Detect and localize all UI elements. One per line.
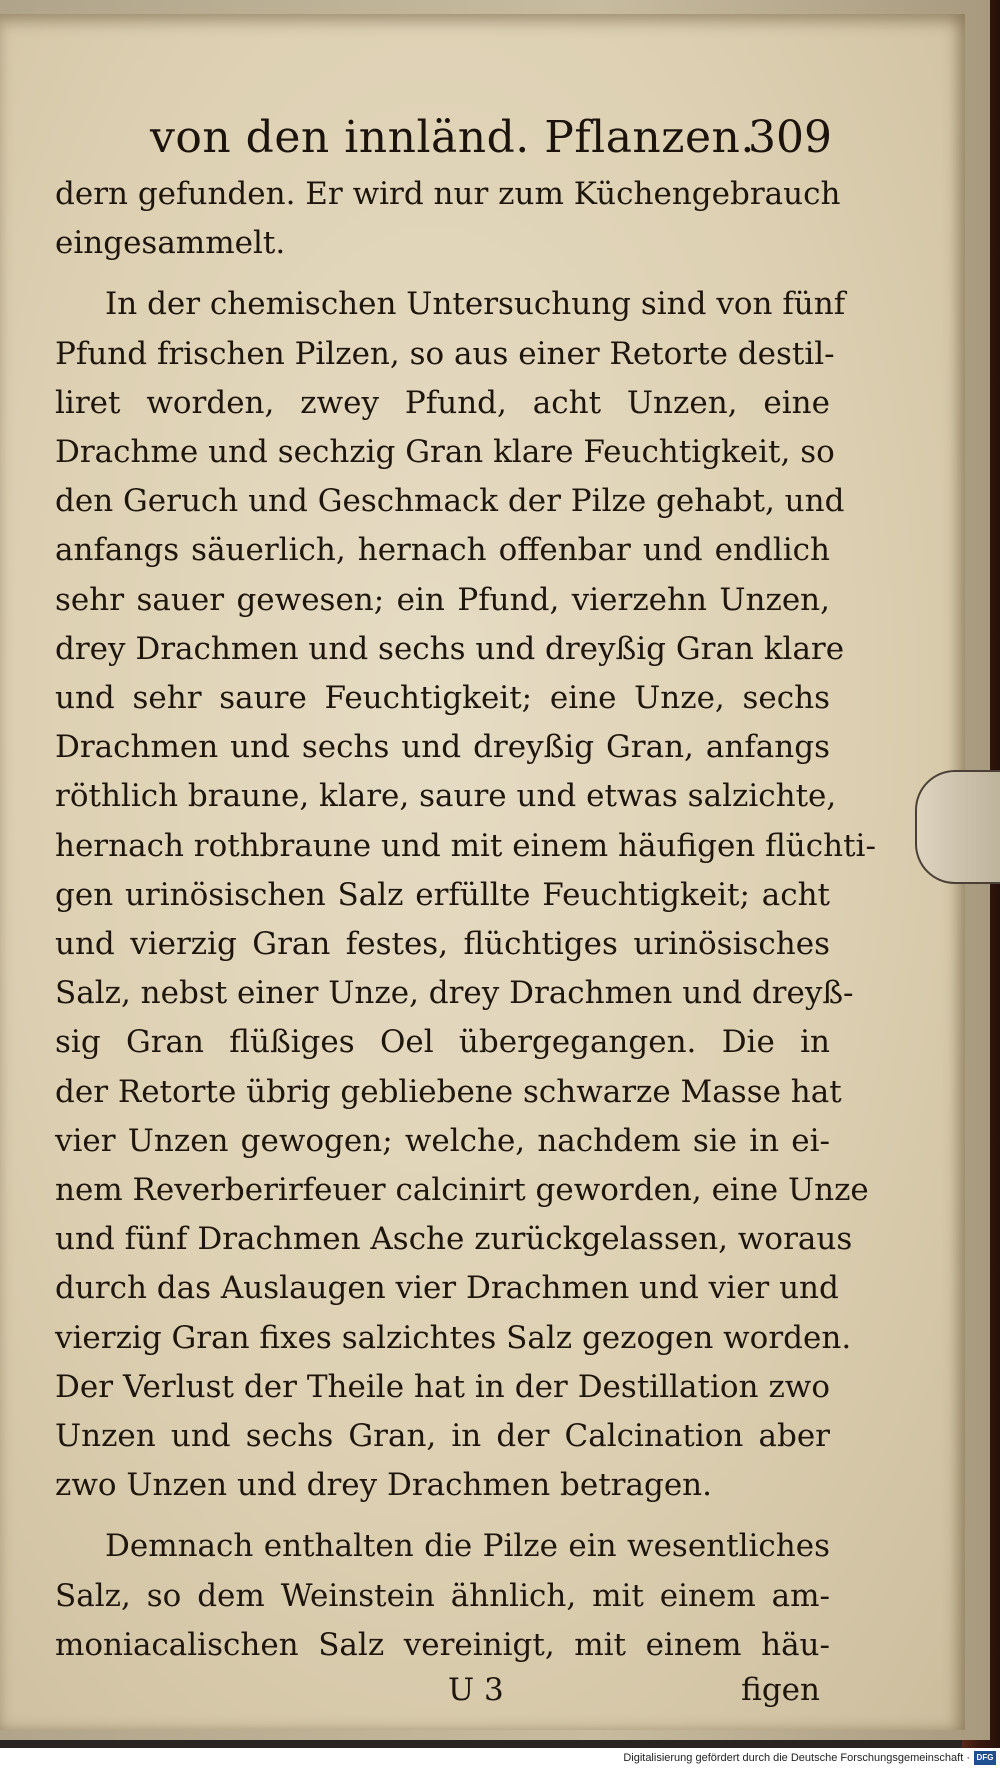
- dfg-credit: Digitalisierung gefördert durch die Deutsche Forschungsgemeinschaft ·: [623, 1752, 970, 1764]
- text-line: dern gefunden. Er wird nur zum Küchengebrauch: [55, 176, 841, 212]
- page-number: 309: [748, 112, 832, 163]
- text-line: sig Gran flüßiges Oel übergegangen. Die in: [55, 1024, 830, 1060]
- text-line: und fünf Drachmen Asche zurückgelassen, woraus: [55, 1221, 853, 1257]
- text-line: röthlich braune, klare, saure und etwas salzichte,: [55, 778, 837, 814]
- text-line: Salz, so dem Weinstein ähnlich, mit einem am-: [55, 1578, 830, 1614]
- text-line: Drachme und sechzig Gran klare Feuchtigkeit, so: [55, 434, 835, 470]
- running-title: von den innländ. Pflanzen.: [150, 112, 755, 163]
- page-clip-tab: [915, 770, 1000, 884]
- catchword: figen: [741, 1672, 820, 1708]
- text-line: drey Drachmen und sechs und dreyßig Gran klare: [55, 631, 845, 667]
- text-line: anfangs säuerlich, hernach offenbar und endlich: [55, 532, 830, 568]
- text-line: der Retorte übrig gebliebene schwarze Masse hat: [55, 1074, 842, 1110]
- text-line: moniacalischen Salz vereinigt, mit einem häu-: [55, 1627, 830, 1663]
- text-line: durch das Auslaugen vier Drachmen und vier und: [55, 1270, 839, 1306]
- text-line: liret worden, zwey Pfund, acht Unzen, eine: [55, 385, 830, 421]
- paragraph-start-line: Demnach enthalten die Pilze ein wesentliches: [105, 1528, 830, 1564]
- paragraph-start-line: In der chemischen Untersuchung sind von fünf: [105, 286, 846, 322]
- text-line: nem Reverberirfeuer calcinirt geworden, eine Unze: [55, 1172, 869, 1208]
- text-line: Pfund frischen Pilzen, so aus einer Retorte destil-: [55, 336, 835, 372]
- text-line: gen urinösischen Salz erfüllte Feuchtigkeit; acht: [55, 877, 830, 913]
- text-line: Der Verlust der Theile hat in der Destillation zwo: [55, 1369, 830, 1405]
- text-line: Salz, nebst einer Unze, drey Drachmen und dreyß-: [55, 975, 854, 1011]
- dfg-logo: DFG: [974, 1751, 996, 1765]
- text-line: vierzig Gran fixes salzichtes Salz gezogen worden.: [55, 1320, 852, 1356]
- text-line: und sehr saure Feuchtigkeit; eine Unze, sechs: [55, 680, 830, 716]
- text-line: sehr sauer gewesen; ein Pfund, vierzehn Unzen,: [55, 582, 830, 618]
- signature-mark: U 3: [448, 1672, 504, 1708]
- text-line: zwo Unzen und drey Drachmen betragen.: [55, 1467, 712, 1503]
- text-line: hernach rothbraune und mit einem häufigen flüchti-: [55, 828, 876, 864]
- text-line: eingesammelt.: [55, 225, 286, 261]
- text-line: Unzen und sechs Gran, in der Calcination aber: [55, 1418, 830, 1454]
- text-line: Drachmen und sechs und dreyßig Gran, anfangs: [55, 729, 830, 765]
- text-line: den Geruch und Geschmack der Pilze gehabt, und: [55, 483, 845, 519]
- text-line: und vierzig Gran festes, flüchtiges urinösisches: [55, 926, 830, 962]
- text-line: vier Unzen gewogen; welche, nachdem sie in ei-: [55, 1123, 830, 1159]
